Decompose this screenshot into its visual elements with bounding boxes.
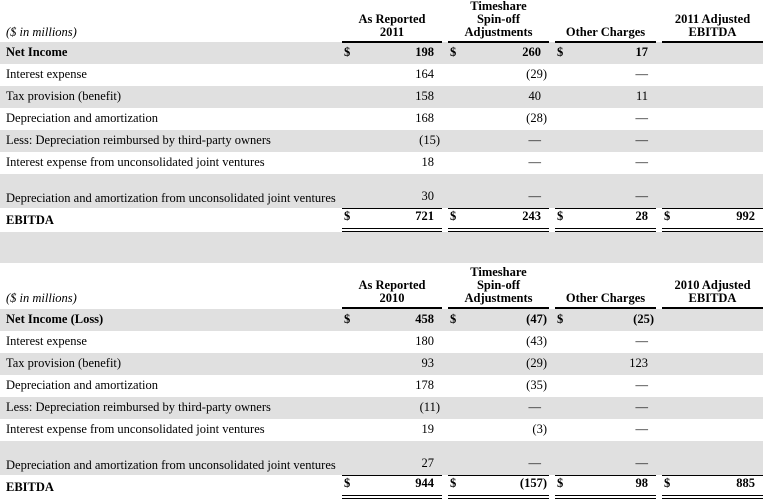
financial-table-2010 [0,263,763,497]
value [342,86,442,108]
row-label-cell [0,130,342,152]
amount: — [528,189,541,203]
table-row [0,331,763,353]
column-header [442,0,549,43]
value-cell [442,130,549,152]
row-label: Depreciation and amortization from unconsolidated joint ventures [6,191,336,205]
value-cell [442,42,549,64]
value [662,397,763,419]
value-cell [549,42,656,64]
value [448,331,549,353]
row-label-cell [0,64,342,86]
amount: — [528,133,541,147]
value-cell [342,152,442,174]
currency-sign: $ [450,476,457,490]
units-label [0,263,342,309]
value-cell [442,64,549,86]
value [448,397,549,419]
value [662,152,763,174]
value [555,331,656,353]
amount: — [635,400,648,414]
row-label: Depreciation and amortization from unconsolidated joint ventures [6,458,336,472]
row-label: Interest expense [6,67,87,81]
value [448,208,549,232]
row-label: Interest expense from unconsolidated joint ventures [6,155,265,169]
currency-sign: $ [344,312,351,326]
amount: (25) [633,312,654,326]
currency-sign: $ [450,45,457,59]
total-row [0,475,763,497]
value [342,475,442,499]
row-label: EBITDA [6,213,54,227]
value [342,108,442,130]
value-cell [656,174,763,208]
amount: — [635,422,648,436]
value-cell [442,331,549,353]
value-cell [549,397,656,419]
amount: 168 [415,111,434,125]
value [448,441,549,475]
row-label-cell [0,397,342,419]
row-label: Depreciation and amortization [6,111,159,125]
value-cell [342,331,442,353]
value [555,353,656,375]
amount: 243 [522,209,541,223]
value-cell [342,309,442,331]
value-cell [656,108,763,130]
row-label-cell [0,331,342,353]
value-cell [549,331,656,353]
amount: — [635,133,648,147]
table-header-row [0,0,763,42]
value-cell [442,108,549,130]
value-cell [442,174,549,208]
table-row [0,441,763,475]
value-cell [656,397,763,419]
amount: (29) [526,67,547,81]
table-row [0,42,763,64]
column-header-text: 2010 Adjusted EBITDA [662,263,763,309]
row-label-cell [0,174,342,208]
value [555,375,656,397]
value-cell [656,42,763,64]
value [555,397,656,419]
table-row [0,174,763,208]
table-row [0,397,763,419]
value [662,42,763,64]
column-header-text: Other Charges [555,263,656,309]
value-cell [656,441,763,475]
column-header [342,0,442,43]
value [342,331,442,353]
currency-sign: $ [450,312,457,326]
currency-sign: $ [557,209,564,223]
table-row [0,353,763,375]
value [448,108,549,130]
amount: 30 [421,189,434,203]
value [555,64,656,86]
value-cell [342,64,442,86]
row-label-cell [0,419,342,441]
value-cell [549,353,656,375]
value-cell [656,208,763,232]
value [342,397,442,419]
value [555,108,656,130]
row-label: Tax provision (benefit) [6,356,122,370]
value-cell [342,208,442,232]
column-header-text: 2011 Adjusted EBITDA [662,0,763,43]
column-header-text: Timeshare Spin-off Adjustments [448,0,549,43]
table-row [0,152,763,174]
row-label: Interest expense [6,334,87,348]
column-header [342,263,442,309]
value-cell [442,309,549,331]
currency-sign: $ [450,209,457,223]
value-cell [342,419,442,441]
value [662,64,763,86]
value [342,208,442,232]
value-cell [549,174,656,208]
value [555,42,656,64]
amount: 158 [415,89,434,103]
units-text: ($ in millions) [6,25,77,39]
amount: 93 [421,356,434,370]
value [662,208,763,232]
value [342,309,442,331]
value [662,86,763,108]
value [448,152,549,174]
table-row [0,375,763,397]
amount: — [635,334,648,348]
value-cell [656,353,763,375]
row-label-cell [0,152,342,174]
value-cell [342,174,442,208]
currency-sign: $ [344,45,351,59]
row-label-cell [0,42,342,64]
value-cell [442,152,549,174]
value [448,130,549,152]
value [555,130,656,152]
value [448,475,549,499]
value [662,475,763,499]
value-cell [549,208,656,232]
column-header-text: As Reported 2010 [342,263,442,309]
amount: — [528,400,541,414]
value-cell [549,130,656,152]
currency-sign: $ [557,45,564,59]
amount: (35) [526,378,547,392]
value-cell [442,208,549,232]
amount: — [635,67,648,81]
value-cell [442,475,549,499]
row-label: EBITDA [6,480,54,494]
row-label-cell [0,353,342,375]
column-header-text: Timeshare Spin-off Adjustments [448,263,549,309]
amount: 40 [528,89,541,103]
amount: 992 [736,209,755,223]
currency-sign: $ [344,209,351,223]
value-cell [342,353,442,375]
row-label-cell [0,375,342,397]
value [662,419,763,441]
value [448,309,549,331]
value-cell [656,86,763,108]
amount: 885 [736,476,755,490]
amount: — [635,189,648,203]
value-cell [342,475,442,499]
value [342,174,442,208]
amount: 164 [415,67,434,81]
value-cell [342,130,442,152]
value [555,86,656,108]
amount: (43) [526,334,547,348]
value [342,441,442,475]
amount: — [635,456,648,470]
row-label-cell [0,309,342,331]
value-cell [442,353,549,375]
currency-sign: $ [557,476,564,490]
value [555,441,656,475]
amount: (29) [526,356,547,370]
value-cell [549,475,656,499]
row-label-cell [0,441,342,475]
amount: (3) [532,422,547,436]
row-label: Less: Depreciation reimbursed by third-party owners [6,400,271,414]
value-cell [549,108,656,130]
value-cell [442,86,549,108]
amount: 98 [635,476,648,490]
value [448,353,549,375]
amount: 27 [421,456,434,470]
amount: (28) [526,111,547,125]
value [555,419,656,441]
amount: 180 [415,334,434,348]
row-label: Net Income [6,45,68,59]
value [662,130,763,152]
amount: 17 [635,45,648,59]
value [342,42,442,64]
value-cell [656,309,763,331]
amount: — [635,111,648,125]
table-row [0,86,763,108]
value [448,419,549,441]
column-header [549,0,656,43]
amount: (47) [526,312,547,326]
value [342,353,442,375]
value-cell [342,441,442,475]
units-text: ($ in millions) [6,291,77,305]
row-label-cell [0,86,342,108]
row-label-cell [0,208,342,232]
value [662,108,763,130]
units-label [0,0,342,43]
value-cell [656,331,763,353]
value [342,375,442,397]
value [448,86,549,108]
amount: (15) [419,133,440,147]
value [555,208,656,232]
value-cell [442,375,549,397]
value-cell [656,419,763,441]
row-label: Tax provision (benefit) [6,89,122,103]
value [555,309,656,331]
amount: 11 [635,89,648,103]
value [342,419,442,441]
value-cell [549,86,656,108]
table-row [0,108,763,130]
currency-sign: $ [664,476,671,490]
value [342,130,442,152]
value [662,353,763,375]
value [448,375,549,397]
column-header [549,263,656,309]
column-header-text: As Reported 2011 [342,0,442,43]
column-header [656,0,763,43]
value [555,152,656,174]
value-cell [549,441,656,475]
amount: 458 [415,312,434,326]
row-label: Depreciation and amortization [6,378,159,392]
value [662,309,763,331]
value [555,475,656,499]
value-cell [342,108,442,130]
table-header-row [0,263,763,309]
value [662,375,763,397]
column-header [656,263,763,309]
amount: 178 [415,378,434,392]
amount: 260 [522,45,541,59]
amount: 28 [635,209,648,223]
row-label: Less: Depreciation reimbursed by third-party owners [6,133,271,147]
value-cell [549,375,656,397]
currency-sign: $ [557,312,564,326]
value-cell [342,86,442,108]
amount: — [528,456,541,470]
amount: (11) [419,400,440,414]
value [342,152,442,174]
value [448,174,549,208]
column-header-text: Other Charges [555,0,656,43]
currency-sign: $ [344,476,351,490]
amount: 721 [415,209,434,223]
table-row [0,64,763,86]
amount: — [635,378,648,392]
value-cell [549,419,656,441]
amount: — [635,155,648,169]
value [662,174,763,208]
table-row [0,419,763,441]
value-cell [656,130,763,152]
amount: 18 [421,155,434,169]
amount: (157) [519,476,547,490]
value [342,64,442,86]
value [662,441,763,475]
row-label-cell [0,475,342,499]
row-label: Interest expense from unconsolidated joint ventures [6,422,265,436]
row-label: Net Income (Loss) [6,312,104,326]
value-cell [656,375,763,397]
value [555,174,656,208]
amount: — [528,155,541,169]
value [448,64,549,86]
financial-table-2011 [0,0,763,230]
value [662,331,763,353]
value-cell [342,42,442,64]
value-cell [442,419,549,441]
amount: 944 [415,476,434,490]
value-cell [656,475,763,499]
value-cell [549,64,656,86]
total-row [0,208,763,230]
table-row [0,309,763,331]
table-row [0,130,763,152]
currency-sign: $ [664,209,671,223]
value-cell [342,375,442,397]
value-cell [342,397,442,419]
value-cell [442,397,549,419]
row-label-cell [0,108,342,130]
amount: 19 [421,422,434,436]
value-cell [549,309,656,331]
column-header [442,263,549,309]
value-cell [656,152,763,174]
value [448,42,549,64]
value-cell [549,152,656,174]
amount: 198 [415,45,434,59]
value-cell [656,64,763,86]
section-spacer [0,232,763,263]
amount: 123 [629,356,648,370]
value-cell [442,441,549,475]
